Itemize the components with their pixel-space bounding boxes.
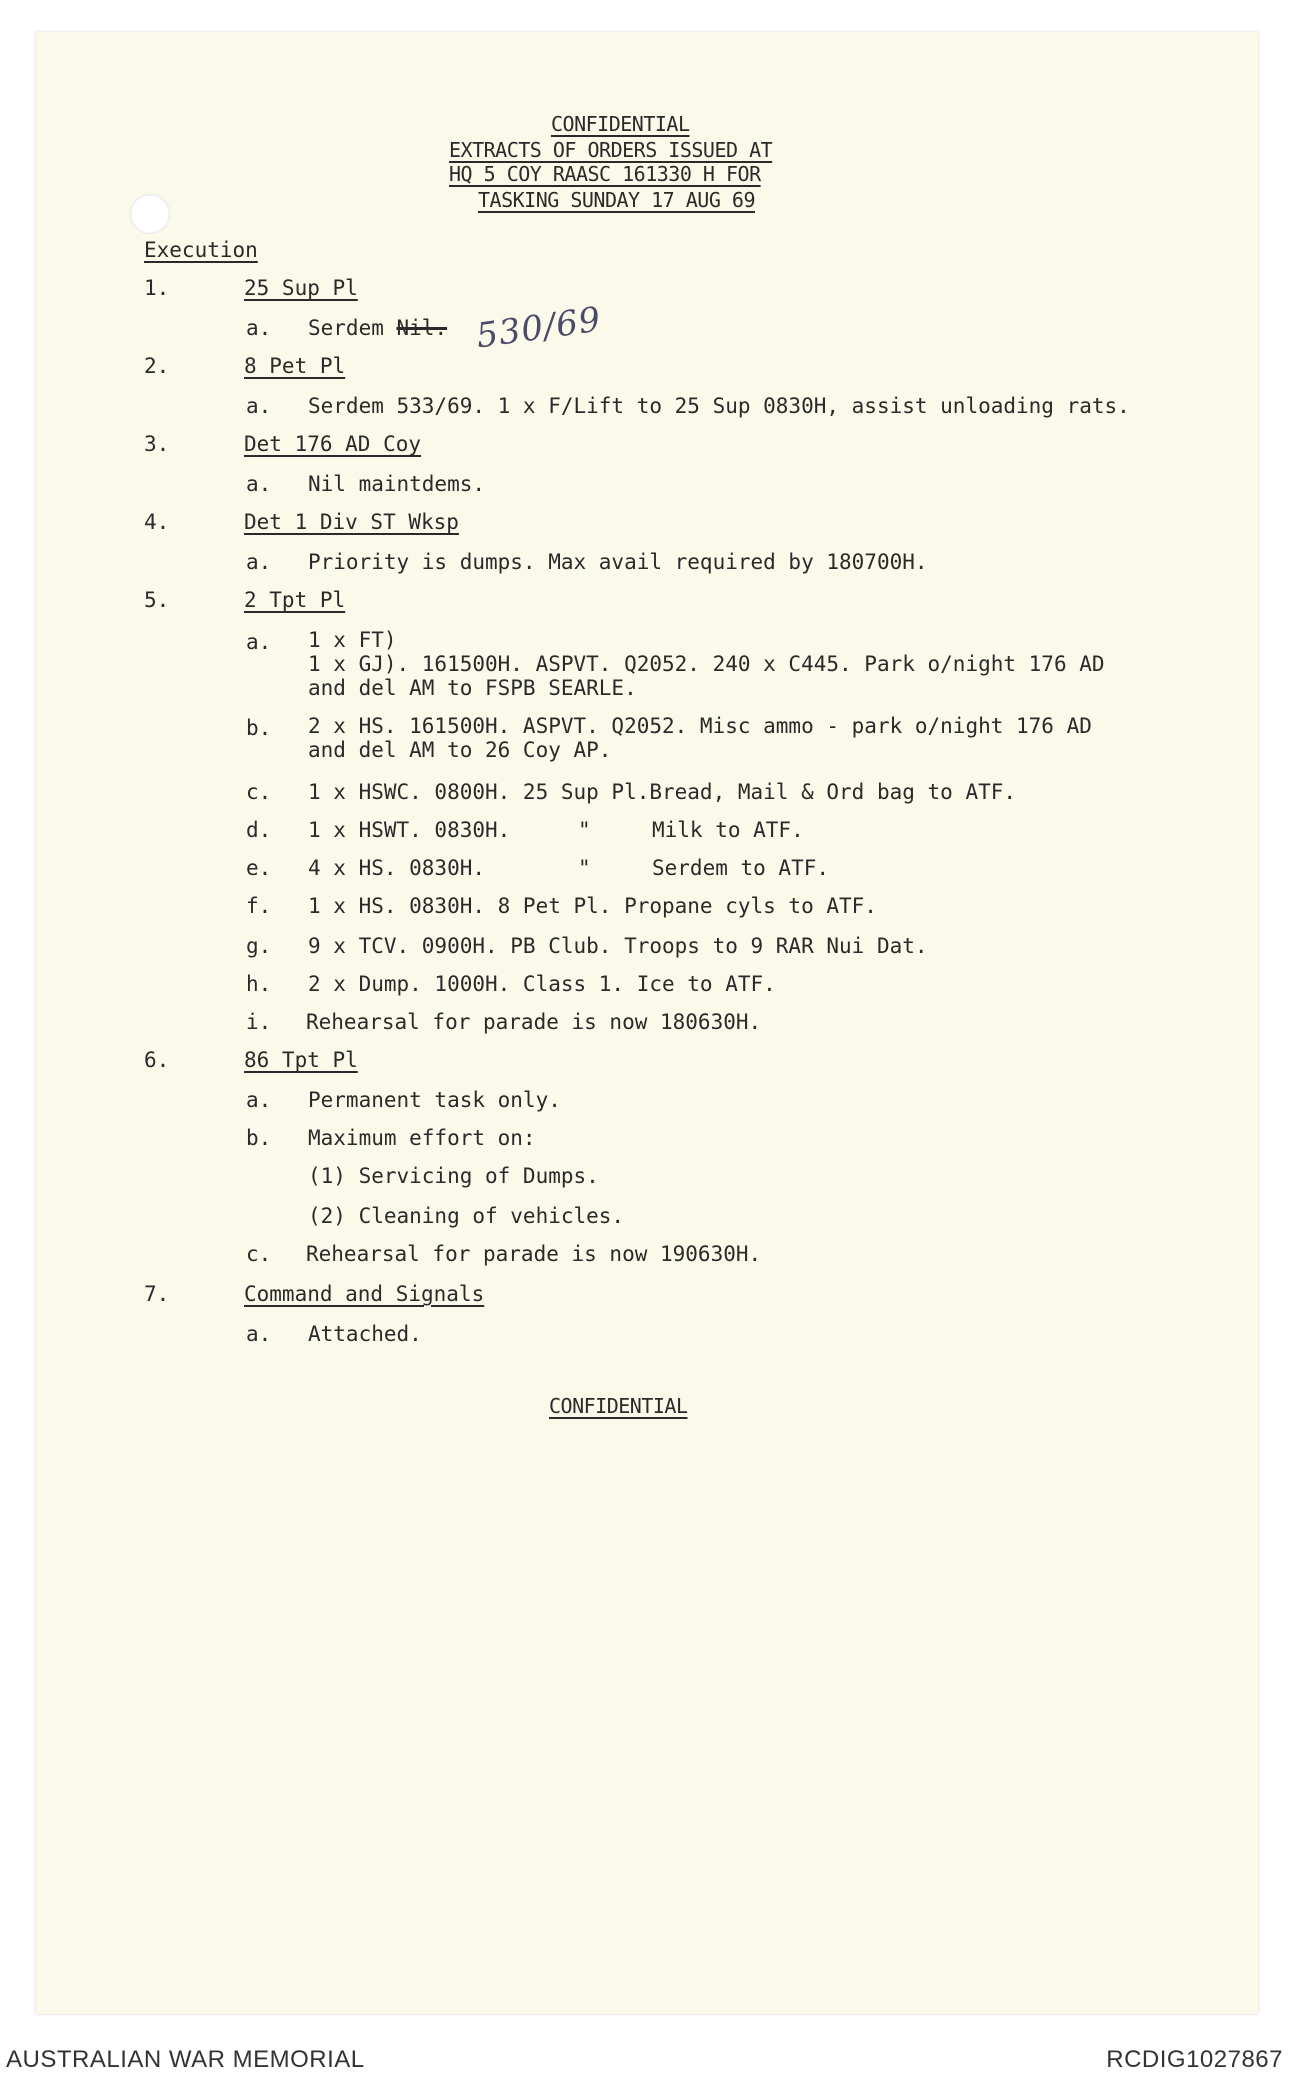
sub-letter: a. <box>246 1088 272 1112</box>
sub-text: Rehearsal for parade is now 190630H. <box>306 1242 762 1266</box>
sub-text: Priority is dumps. Max avail required by 180700H. <box>308 550 928 574</box>
item-heading: Det 1 Div ST Wksp <box>244 510 459 534</box>
classification-footer: CONFIDENTIAL <box>549 1394 688 1418</box>
sub-text: Rehearsal for parade is now 180630H. <box>306 1010 762 1034</box>
item-heading: 25 Sup Pl <box>244 276 358 300</box>
item-number: 3. <box>144 432 170 456</box>
header-line-2: EXTRACTS OF ORDERS ISSUED AT <box>449 138 773 162</box>
sub-letter: a. <box>246 472 272 496</box>
item-heading: 2 Tpt Pl <box>244 588 346 612</box>
sub-text: Maximum effort on: <box>308 1126 536 1150</box>
ditto-mark: " <box>578 856 591 880</box>
sub-text: 4 x HS. 0830H. <box>308 856 486 880</box>
sub-subitem: (2) Cleaning of vehicles. <box>308 1204 625 1228</box>
section-heading: Execution <box>144 238 258 262</box>
sub-letter: b. <box>246 716 272 740</box>
sub-letter: e. <box>246 856 272 880</box>
sub-text: Serdem 533/69. 1 x F/Lift to 25 Sup 0830H, assist unloading rats. <box>308 394 1130 418</box>
sub-text: and del AM to 26 Coy AP. <box>308 738 612 762</box>
sub-text: 2 x Dump. 1000H. Class 1. Ice to ATF. <box>308 972 776 996</box>
sub-letter: g. <box>246 934 272 958</box>
sub-letter: b. <box>246 1126 272 1150</box>
header-line-3: HQ 5 COY RAASC 161330 H FOR <box>449 162 761 186</box>
sub-text: Milk to ATF. <box>652 818 804 842</box>
sub-letter: f. <box>246 894 272 918</box>
sub-text: 1 x HSWC. 0800H. 25 Sup Pl.Bread, Mail & Ord bag to ATF. <box>308 780 1017 804</box>
sub-text: 9 x TCV. 0900H. PB Club. Troops to 9 RAR Nui Dat. <box>308 934 928 958</box>
sub-text: 1 x HS. 0830H. 8 Pet Pl. Propane cyls to ATF. <box>308 894 877 918</box>
item-heading: Det 176 AD Coy <box>244 432 422 456</box>
sub-letter: a. <box>246 550 272 574</box>
struck-text: Nil. <box>396 316 448 340</box>
ditto-mark: " <box>578 818 591 842</box>
sub-text: Nil maintdems. <box>308 472 486 496</box>
item-number: 7. <box>144 1282 170 1306</box>
sub-letter: a. <box>246 394 272 418</box>
sub-text: and del AM to FSPB SEARLE. <box>308 676 637 700</box>
sub-text: 1 x HSWT. 0830H. <box>308 818 511 842</box>
sub-letter: i. <box>246 1010 272 1034</box>
punch-hole <box>130 194 170 234</box>
header-line-4: TASKING SUNDAY 17 AUG 69 <box>478 188 755 212</box>
sub-letter: c. <box>246 1242 272 1266</box>
item-heading: 86 Tpt Pl <box>244 1048 358 1072</box>
item-number: 4. <box>144 510 170 534</box>
sub-text: 1 x GJ). 161500H. ASPVT. Q2052. 240 x C445. Park o/night 176 AD <box>308 652 1105 676</box>
sub-letter: d. <box>246 818 272 842</box>
sub-letter: a. <box>246 1322 272 1346</box>
sub-letter: a. <box>246 630 272 654</box>
sub-text: Attached. <box>308 1322 422 1346</box>
item-number: 6. <box>144 1048 170 1072</box>
sub-text: Permanent task only. <box>308 1088 561 1112</box>
item-number: 5. <box>144 588 170 612</box>
sub-text: Serdem Nil. <box>308 316 448 340</box>
sub-letter: c. <box>246 780 272 804</box>
sub-subitem: (1) Servicing of Dumps. <box>308 1164 599 1188</box>
sub-letter: a. <box>246 316 272 340</box>
item-heading: Command and Signals <box>244 1282 485 1306</box>
item-heading: 8 Pet Pl <box>244 354 346 378</box>
handwritten-annotation: 530/69 <box>473 299 604 357</box>
sub-text: 2 x HS. 161500H. ASPVT. Q2052. Misc ammo - park o/night 176 AD <box>308 714 1092 738</box>
sub-text: 1 x FT) <box>308 628 397 652</box>
item-number: 2. <box>144 354 170 378</box>
classification-header: CONFIDENTIAL <box>551 112 690 136</box>
archive-caption: AUSTRALIAN WAR MEMORIAL <box>6 2046 365 2073</box>
sub-letter: h. <box>246 972 272 996</box>
sub-text: Serdem to ATF. <box>652 856 830 880</box>
item-number: 1. <box>144 276 170 300</box>
archive-id: RCDIG1027867 <box>1106 2046 1283 2073</box>
